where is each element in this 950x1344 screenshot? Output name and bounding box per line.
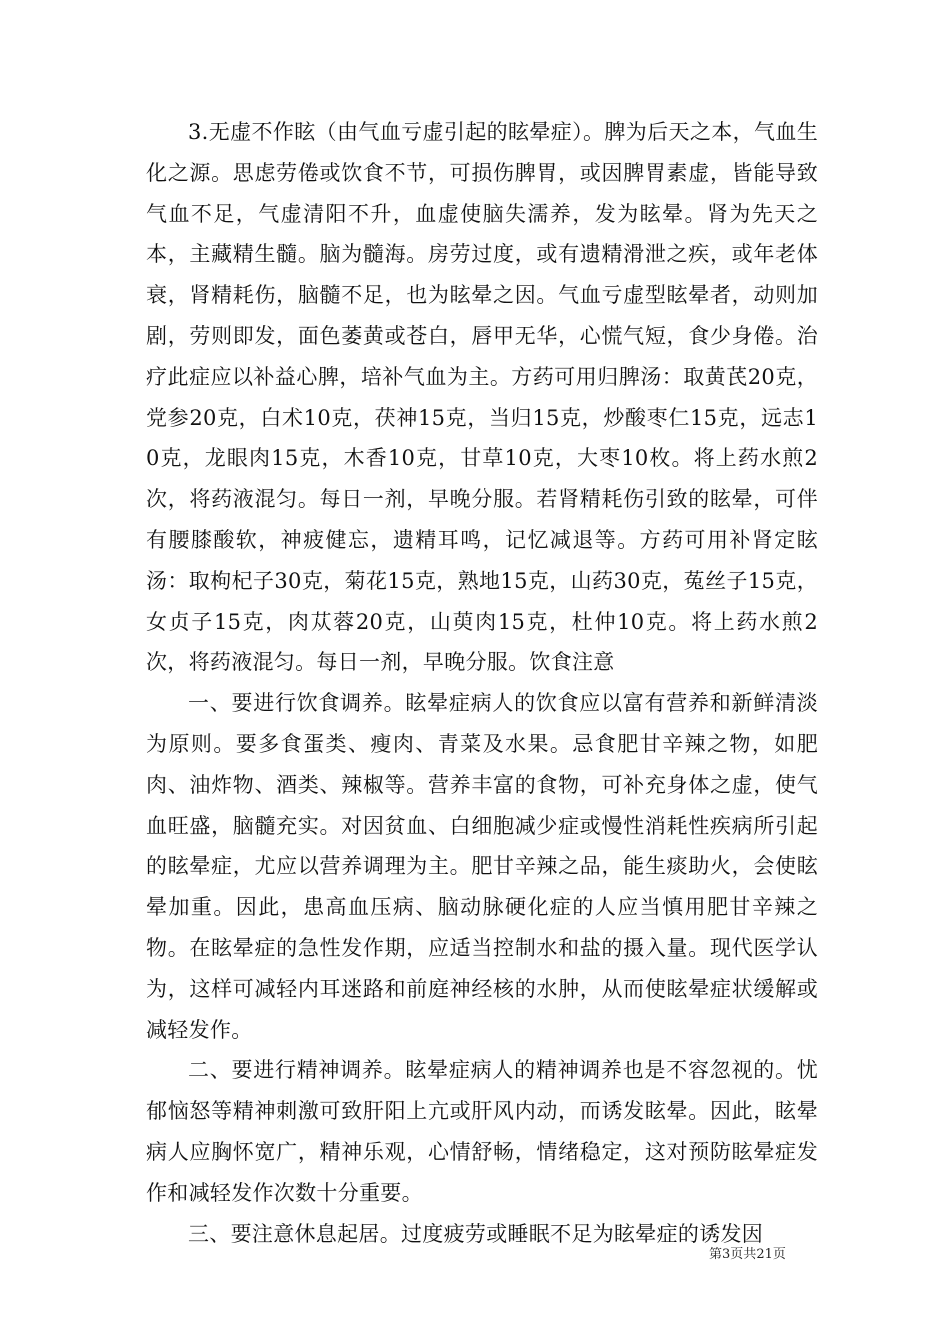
footer-page-number: 3 (722, 1247, 731, 1262)
footer-suffix: 页 (772, 1247, 786, 1262)
footer-total-pages: 21 (756, 1247, 773, 1262)
footer-prefix: 第 (709, 1247, 723, 1262)
paragraph-mental-care: 二、要进行精神调养。眩晕症病人的精神调养也是不容忽视的。忧郁恼怒等精神刺激可致肝阳上亢或肝风内动，而诱发眩晕。因此，眩晕病人应胸怀宽广，精神乐观，心情舒畅，情绪稳定，这对预防眩晕症发作和减轻发作次数十分重要。 (146, 1058, 818, 1205)
paragraph-dizziness-deficiency: 3.无虚不作眩（由气血亏虚引起的眩晕症）。脾为后天之本，气血生化之源。思虑劳倦或饮食不节，可损伤脾胃，或因脾胃素虚，皆能导致气血不足，气虚清阳不升，血虚使脑失濡养，发为眩晕。肾为先天之本，主藏精生髓。脑为髓海。房劳过度，或有遗精滑泄之疾，或年老体衰，肾精耗伤，脑髓不足，也为眩晕之因。气血亏虚型眩晕者，动则加剧，劳则即发，面色萎黄或苍白，唇甲无华，心慌气短，食少身倦。治疗此症应以补益心脾，培补气血为主。方药可用归脾汤：取黄芪20克，党参20克，白术10克，茯神15克，当归15克，炒酸枣仁15克，远志10克，龙眼肉15克，木香10克，甘草10克，大枣10枚。将上药水煎2次，将药液混匀。每日一剂，早晚分服。若肾精耗伤引致的眩晕，可伴有腰膝酸软，神疲健忘，遗精耳鸣，记忆减退等。方药可用补肾定眩汤：取枸杞子30克，菊花15克，熟地15克，山药30克，菟丝子15克，女贞子15克，肉苁蓉20克，山萸肉15克，杜仲10克。将上药水煎2次，将药液混匀。每日一剂，早晚分服。饮食注意 (146, 120, 818, 675)
footer-middle: 页共 (730, 1247, 757, 1262)
page-footer (709, 1247, 786, 1263)
paragraph-diet-care: 一、要进行饮食调养。眩晕症病人的饮食应以富有营养和新鲜清淡为原则。要多食蛋类、瘦肉、青菜及水果。忌食肥甘辛辣之物，如肥肉、油炸物、酒类、辣椒等。营养丰富的食物，可补充身体之虚，使气血旺盛，脑髓充实。对因贫血、白细胞减少症或慢性消耗性疾病所引起的眩晕症，尤应以营养调理为主。肥甘辛辣之品，能生痰助火，会使眩晕加重。因此，患高血压病、脑动脉硬化症的人应当慎用肥甘辛辣之物。在眩晕症的急性发作期，应适当控制水和盐的摄入量。现代医学认为，这样可减轻内耳迷路和前庭神经核的水肿，从而使眩晕症状缓解或减轻发作。 (146, 691, 818, 1042)
paragraph-rest-care: 三、要注意休息起居。过度疲劳或睡眠不足为眩晕症的诱发因 (188, 1221, 764, 1246)
document-body (146, 112, 818, 1254)
